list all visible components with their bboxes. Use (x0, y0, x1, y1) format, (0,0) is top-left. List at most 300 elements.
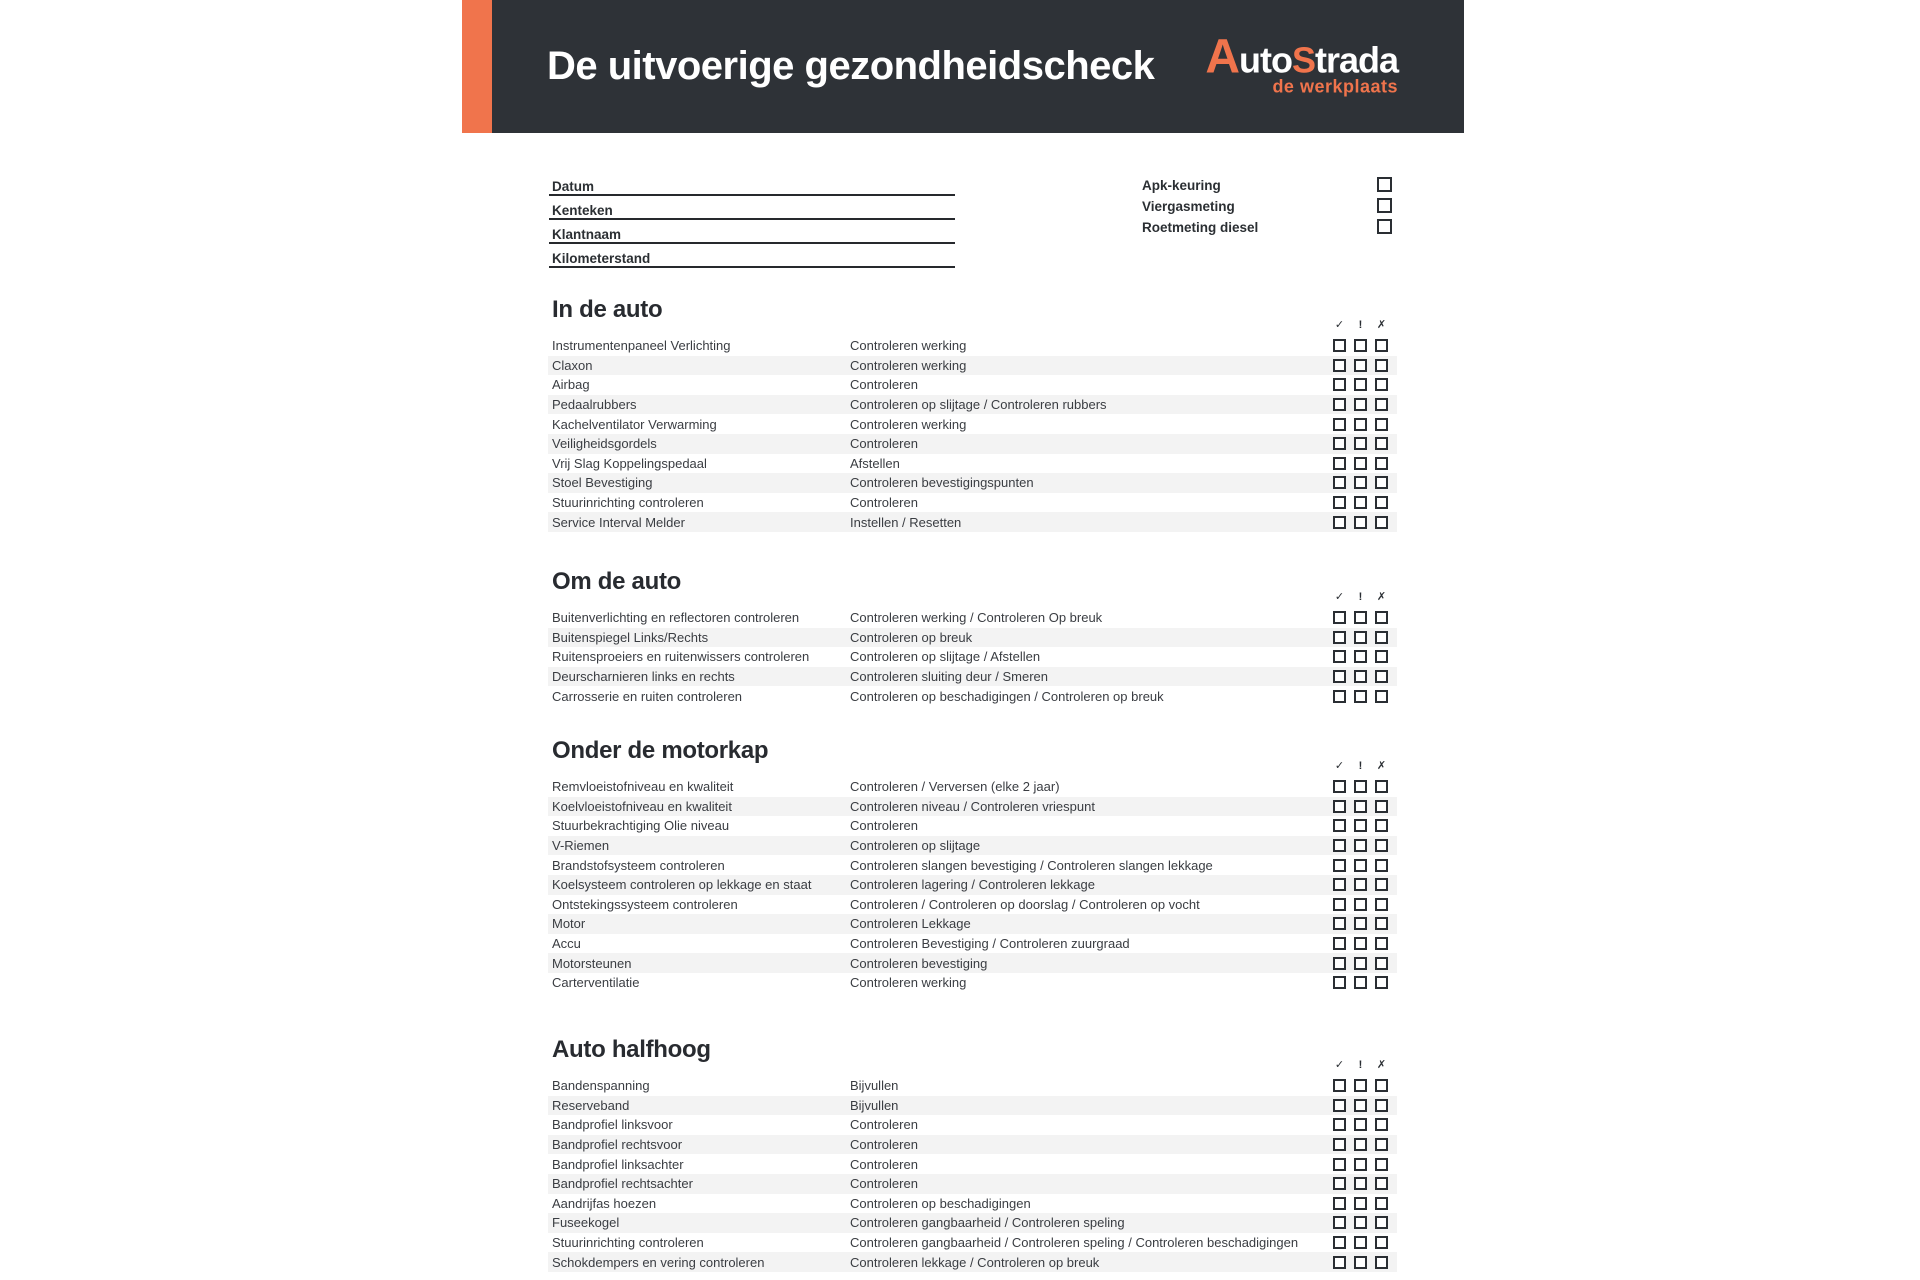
section-title: In de auto (552, 296, 663, 323)
row-action-label: Controleren op beschadigingen (850, 1195, 1031, 1211)
row-action-label: Controleren (850, 818, 918, 834)
legend-cross-icon: ✗ (1376, 590, 1387, 603)
legend-warn-icon: ! (1358, 759, 1363, 772)
row-action-label: Controleren op breuk (850, 629, 973, 645)
checkbox-ok[interactable] (1333, 631, 1346, 644)
checkbox-fail[interactable] (1375, 1236, 1388, 1249)
row-checkboxes (1325, 976, 1388, 989)
checklist-row (548, 914, 1397, 934)
row-item-label: Carrosserie en ruiten controleren (552, 688, 743, 704)
checkbox-ok[interactable] (1333, 917, 1346, 930)
checkbox-warn[interactable] (1354, 898, 1367, 911)
row-checkboxes (1325, 1158, 1388, 1171)
row-action-label: Controleren werking / Controleren Op breuk (850, 610, 1103, 626)
checkbox-fail[interactable] (1375, 917, 1388, 930)
checkbox-ok[interactable] (1333, 1216, 1346, 1229)
row-item-label: Stoel Bevestiging (552, 475, 653, 491)
checkbox-ok[interactable] (1333, 878, 1346, 891)
checkbox-ok[interactable] (1333, 611, 1346, 624)
form-field-label: Datum (552, 179, 595, 194)
checkbox-warn[interactable] (1354, 780, 1367, 793)
row-item-label: Ontstekingssysteem controleren (552, 896, 738, 912)
row-action-label: Controleren Lekkage (850, 916, 971, 932)
row-checkboxes (1325, 1118, 1388, 1131)
checkbox-ok[interactable] (1333, 418, 1346, 431)
checkbox-ok[interactable] (1333, 937, 1346, 950)
row-item-label: Fuseekogel (552, 1215, 620, 1231)
checklist-row (548, 1174, 1397, 1194)
row-checkboxes (1325, 631, 1388, 644)
checkbox-ok[interactable] (1333, 859, 1346, 872)
checkbox-warn[interactable] (1354, 1138, 1367, 1151)
row-action-label: Controleren werking (850, 357, 967, 373)
checkbox-fail[interactable] (1375, 859, 1388, 872)
checklist-row (548, 395, 1397, 415)
checkbox-warn[interactable] (1354, 1197, 1367, 1210)
checkbox-fail[interactable] (1375, 780, 1388, 793)
row-action-label: Controleren op slijtage / Controleren rubbers (850, 397, 1107, 413)
row-item-label: Pedaalrubbers (552, 397, 637, 413)
checkbox-warn[interactable] (1354, 670, 1367, 683)
row-action-label: Controleren gangbaarheid / Controleren speling / Controleren beschadigingen (850, 1235, 1299, 1251)
form-field-write-line[interactable] (549, 218, 955, 220)
form-checkbox[interactable] (1377, 219, 1392, 234)
row-action-label: Controleren op beschadigingen / Controleren op breuk (850, 688, 1164, 704)
checkbox-warn[interactable] (1354, 1079, 1367, 1092)
checkbox-fail[interactable] (1375, 1118, 1388, 1131)
row-checkboxes (1325, 819, 1388, 832)
checkbox-warn[interactable] (1354, 1216, 1367, 1229)
row-action-label: Controleren gangbaarheid / Controleren speling (850, 1215, 1125, 1231)
row-item-label: Deurscharnieren links en rechts (552, 669, 735, 685)
checkbox-warn[interactable] (1354, 1099, 1367, 1112)
row-action-label: Controleren op slijtage (850, 838, 981, 854)
row-checkboxes (1325, 670, 1388, 683)
row-action-label: Controleren bevestiging (850, 955, 988, 971)
checkbox-ok[interactable] (1333, 1177, 1346, 1190)
checkbox-fail[interactable] (1375, 418, 1388, 431)
checkbox-fail[interactable] (1375, 437, 1388, 450)
checkbox-fail[interactable] (1375, 1158, 1388, 1171)
checkbox-ok[interactable] (1333, 1256, 1346, 1269)
checkbox-ok[interactable] (1333, 398, 1346, 411)
row-checkboxes (1325, 839, 1388, 852)
checkbox-warn[interactable] (1354, 1236, 1367, 1249)
checklist-row (548, 1213, 1397, 1233)
checkbox-fail[interactable] (1375, 800, 1388, 813)
checkbox-warn[interactable] (1354, 917, 1367, 930)
row-checkboxes (1325, 937, 1388, 950)
row-item-label: Schokdempers en vering controleren (552, 1254, 765, 1270)
checkbox-warn[interactable] (1354, 878, 1367, 891)
row-item-label: Koelsysteem controleren op lekkage en staat (552, 877, 812, 893)
logo-tagline: de werkplaats (1272, 76, 1398, 97)
checklist-row (548, 356, 1397, 376)
row-item-label: Bandprofiel linksvoor (552, 1117, 673, 1133)
header-band (492, 0, 1464, 133)
section-title: Om de auto (552, 568, 682, 595)
row-item-label: Accu (552, 936, 581, 952)
row-action-label: Controleren / Controleren op doorslag / Controleren op vocht (850, 896, 1200, 912)
brand-logo (1205, 30, 1398, 97)
checklist-row (548, 608, 1397, 628)
header-accent-bar (462, 0, 492, 133)
checkbox-fail[interactable] (1375, 378, 1388, 391)
checkbox-fail[interactable] (1375, 457, 1388, 470)
row-item-label: Instrumentenpaneel Verlichting (552, 338, 731, 354)
checkbox-fail[interactable] (1375, 937, 1388, 950)
legend-cross-icon: ✗ (1376, 759, 1387, 772)
checkbox-ok[interactable] (1333, 800, 1346, 813)
row-checkboxes (1325, 398, 1388, 411)
checkbox-fail[interactable] (1375, 398, 1388, 411)
checklist-row (548, 473, 1397, 493)
logo-text-trada: trada (1314, 39, 1398, 81)
row-checkboxes (1325, 476, 1388, 489)
checkbox-ok[interactable] (1333, 1236, 1346, 1249)
checkbox-warn[interactable] (1354, 957, 1367, 970)
section-title: Auto halfhoog (552, 1036, 711, 1063)
checklist-row (548, 628, 1397, 648)
checkbox-fail[interactable] (1375, 1177, 1388, 1190)
row-item-label: Stuurinrichting controleren (552, 1235, 704, 1251)
row-checkboxes (1325, 359, 1388, 372)
row-action-label: Bijvullen (850, 1078, 899, 1094)
checklist-row (548, 934, 1397, 954)
row-item-label: Buitenverlichting en reflectoren controleren (552, 610, 800, 626)
row-action-label: Controleren Bevestiging / Controleren zuurgraad (850, 936, 1130, 952)
checkbox-warn[interactable] (1354, 1118, 1367, 1131)
legend-cross-icon: ✗ (1376, 318, 1387, 331)
checkbox-warn[interactable] (1354, 1158, 1367, 1171)
checkbox-ok[interactable] (1333, 1099, 1346, 1112)
checkbox-ok[interactable] (1333, 976, 1346, 989)
checkbox-fail[interactable] (1375, 650, 1388, 663)
row-item-label: Remvloeistofniveau en kwaliteit (552, 779, 734, 795)
row-action-label: Controleren (850, 1176, 918, 1192)
checkbox-ok[interactable] (1333, 1197, 1346, 1210)
checkbox-warn[interactable] (1354, 937, 1367, 950)
checkbox-fail[interactable] (1375, 496, 1388, 509)
checklist-row (548, 875, 1397, 895)
checkbox-warn[interactable] (1354, 418, 1367, 431)
checkbox-fail[interactable] (1375, 476, 1388, 489)
header (462, 0, 1464, 133)
section-title: Onder de motorkap (552, 737, 769, 764)
row-action-label: Controleren (850, 495, 918, 511)
checkbox-ok[interactable] (1333, 819, 1346, 832)
checklist-row (548, 816, 1397, 836)
row-checkboxes (1325, 800, 1388, 813)
section-rows (548, 336, 1397, 532)
form-checkbox[interactable] (1377, 198, 1392, 213)
row-item-label: Bandprofiel linksachter (552, 1156, 684, 1172)
row-checkboxes (1325, 1256, 1388, 1269)
checklist-row (548, 953, 1397, 973)
row-checkboxes (1325, 496, 1388, 509)
checkbox-warn[interactable] (1354, 839, 1367, 852)
row-item-label: Bandenspanning (552, 1078, 650, 1094)
row-action-label: Controleren (850, 377, 918, 393)
checkbox-warn[interactable] (1354, 457, 1367, 470)
checklist-row (548, 1233, 1397, 1253)
row-item-label: Stuurinrichting controleren (552, 495, 704, 511)
checkbox-fail[interactable] (1375, 359, 1388, 372)
checklist-row (548, 1135, 1397, 1155)
row-checkboxes (1325, 611, 1388, 624)
row-checkboxes (1325, 690, 1388, 703)
logo-text-uto: uto (1238, 39, 1292, 81)
row-checkboxes (1325, 917, 1388, 930)
row-item-label: Claxon (552, 357, 593, 373)
form-field-label: Kenteken (552, 203, 613, 218)
row-item-label: Veiligheidsgordels (552, 436, 657, 452)
checkbox-ok[interactable] (1333, 780, 1346, 793)
row-action-label: Controleren lagering / Controleren lekkage (850, 877, 1095, 893)
checklist-row (548, 1115, 1397, 1135)
row-action-label: Controleren lekkage / Controleren op breuk (850, 1254, 1100, 1270)
checklist-row (548, 797, 1397, 817)
row-checkboxes (1325, 457, 1388, 470)
checkbox-warn[interactable] (1354, 1256, 1367, 1269)
checkbox-warn[interactable] (1354, 437, 1367, 450)
form-field-write-line[interactable] (549, 242, 955, 244)
form-check-row (1142, 177, 1392, 194)
row-checkboxes (1325, 1099, 1388, 1112)
checkbox-fail[interactable] (1375, 670, 1388, 683)
row-action-label: Controleren werking (850, 338, 967, 354)
checkbox-warn[interactable] (1354, 496, 1367, 509)
checkbox-ok[interactable] (1333, 437, 1346, 450)
checklist-row (548, 973, 1397, 993)
legend-row (548, 589, 1397, 605)
checkbox-warn[interactable] (1354, 976, 1367, 989)
checkbox-warn[interactable] (1354, 800, 1367, 813)
checkbox-ok[interactable] (1333, 1079, 1346, 1092)
row-checkboxes (1325, 437, 1388, 450)
legend-warn-icon: ! (1358, 1058, 1363, 1071)
checkbox-warn[interactable] (1354, 359, 1367, 372)
legend-check-icon: ✓ (1334, 1058, 1345, 1071)
checklist-row (548, 855, 1397, 875)
checkbox-ok[interactable] (1333, 898, 1346, 911)
checklist-row (548, 1076, 1397, 1096)
checklist-row (548, 414, 1397, 434)
checkbox-warn[interactable] (1354, 690, 1367, 703)
row-checkboxes (1325, 1236, 1388, 1249)
checkbox-fail[interactable] (1375, 1216, 1388, 1229)
checklist-row (548, 1252, 1397, 1272)
form-check-label: Roetmeting diesel (1142, 220, 1259, 235)
row-checkboxes (1325, 650, 1388, 663)
checkbox-ok[interactable] (1333, 670, 1346, 683)
checklist-row (548, 777, 1397, 797)
checkbox-warn[interactable] (1354, 611, 1367, 624)
checkbox-warn[interactable] (1354, 516, 1367, 529)
checkbox-fail[interactable] (1375, 1079, 1388, 1092)
row-checkboxes (1325, 1177, 1388, 1190)
row-item-label: Bandprofiel rechtsachter (552, 1176, 693, 1192)
checkbox-warn[interactable] (1354, 819, 1367, 832)
row-checkboxes (1325, 1079, 1388, 1092)
legend-check-icon: ✓ (1334, 318, 1345, 331)
checkbox-ok[interactable] (1333, 1118, 1346, 1131)
checklist-row (548, 667, 1397, 687)
row-item-label: Motor (552, 916, 586, 932)
row-item-label: Brandstofsysteem controleren (552, 857, 725, 873)
checkbox-fail[interactable] (1375, 1099, 1388, 1112)
form-field-label: Kilometerstand (552, 251, 651, 266)
row-item-label: Kachelventilator Verwarming (552, 416, 717, 432)
checkbox-warn[interactable] (1354, 631, 1367, 644)
row-checkboxes (1325, 859, 1388, 872)
row-action-label: Controleren op slijtage / Afstellen (850, 649, 1041, 665)
legend-cross-icon: ✗ (1376, 1058, 1387, 1071)
checkbox-ok[interactable] (1333, 650, 1346, 663)
checkbox-fail[interactable] (1375, 898, 1388, 911)
legend-check-icon: ✓ (1334, 590, 1345, 603)
form-field-kenteken[interactable] (549, 202, 955, 222)
form-field-klantnaam[interactable] (549, 226, 955, 246)
checkbox-fail[interactable] (1375, 839, 1388, 852)
row-checkboxes (1325, 957, 1388, 970)
checkbox-ok[interactable] (1333, 476, 1346, 489)
checkbox-ok[interactable] (1333, 839, 1346, 852)
legend-warn-icon: ! (1358, 590, 1363, 603)
checklist-row (548, 454, 1397, 474)
checkbox-fail[interactable] (1375, 957, 1388, 970)
logo-letter-a: A (1205, 30, 1239, 84)
row-action-label: Controleren bevestigingspunten (850, 475, 1034, 491)
checkbox-warn[interactable] (1354, 650, 1367, 663)
page-title: De uitvoerige gezondheidscheck (547, 44, 1155, 88)
checkbox-ok[interactable] (1333, 1158, 1346, 1171)
checkbox-warn[interactable] (1354, 378, 1367, 391)
checkbox-warn[interactable] (1354, 859, 1367, 872)
row-action-label: Controleren werking (850, 975, 967, 991)
row-item-label: Bandprofiel rechtsvoor (552, 1137, 683, 1153)
form-checkbox[interactable] (1377, 177, 1392, 192)
row-checkboxes (1325, 339, 1388, 352)
checkbox-ok[interactable] (1333, 690, 1346, 703)
checkbox-ok[interactable] (1333, 359, 1346, 372)
checkbox-ok[interactable] (1333, 339, 1346, 352)
checkbox-fail[interactable] (1375, 690, 1388, 703)
row-action-label: Controleren (850, 1117, 918, 1133)
checkbox-ok[interactable] (1333, 457, 1346, 470)
row-item-label: Reserveband (552, 1097, 630, 1113)
checklist-row (548, 836, 1397, 856)
checkbox-fail[interactable] (1375, 339, 1388, 352)
checkbox-ok[interactable] (1333, 1138, 1346, 1151)
form-field-kilometerstand[interactable] (549, 250, 955, 270)
checkbox-warn[interactable] (1354, 476, 1367, 489)
checkbox-fail[interactable] (1375, 611, 1388, 624)
row-checkboxes (1325, 1197, 1388, 1210)
checkbox-ok[interactable] (1333, 516, 1346, 529)
row-item-label: Buitenspiegel Links/Rechts (552, 629, 709, 645)
checklist-row (548, 647, 1397, 667)
row-action-label: Controleren / Verversen (elke 2 jaar) (850, 779, 1060, 795)
form-check-label: Viergasmeting (1142, 199, 1235, 214)
row-checkboxes (1325, 1216, 1388, 1229)
row-checkboxes (1325, 516, 1388, 529)
checklist-row (548, 434, 1397, 454)
row-item-label: Airbag (552, 377, 590, 393)
checkbox-fail[interactable] (1375, 819, 1388, 832)
form-field-datum[interactable] (549, 178, 955, 198)
checkbox-ok[interactable] (1333, 496, 1346, 509)
form-check-row (1142, 219, 1392, 236)
row-checkboxes (1325, 378, 1388, 391)
legend-row (548, 758, 1397, 774)
checkbox-fail[interactable] (1375, 1256, 1388, 1269)
row-action-label: Controleren werking (850, 416, 967, 432)
row-action-label: Controleren niveau / Controleren vriespunt (850, 798, 1095, 814)
legend-warn-icon: ! (1358, 318, 1363, 331)
form-field-write-line[interactable] (549, 194, 955, 196)
brand-logo-wordmark (1205, 30, 1398, 84)
row-item-label: Koelvloeistofniveau en kwaliteit (552, 798, 732, 814)
section-rows (548, 777, 1397, 993)
form-field-write-line[interactable] (549, 266, 955, 268)
checkbox-warn[interactable] (1354, 1177, 1367, 1190)
row-checkboxes (1325, 898, 1388, 911)
row-action-label: Controleren slangen bevestiging / Controleren slangen lekkage (850, 857, 1213, 873)
row-item-label: Vrij Slag Koppelingspedaal (552, 455, 707, 471)
section-rows (548, 1076, 1397, 1272)
row-action-label: Afstellen (850, 455, 900, 471)
checklist-row (548, 1096, 1397, 1116)
checklist-row (548, 895, 1397, 915)
row-action-label: Controleren (850, 1156, 918, 1172)
row-item-label: Aandrijfas hoezen (552, 1195, 657, 1211)
checklist-row (548, 1154, 1397, 1174)
row-item-label: Service Interval Melder (552, 514, 685, 530)
checkbox-warn[interactable] (1354, 339, 1367, 352)
row-action-label: Bijvullen (850, 1097, 899, 1113)
checkbox-ok[interactable] (1333, 957, 1346, 970)
row-checkboxes (1325, 780, 1388, 793)
row-item-label: Motorsteunen (552, 955, 632, 971)
checkbox-ok[interactable] (1333, 378, 1346, 391)
row-action-label: Instellen / Resetten (850, 514, 962, 530)
checklist-row (548, 686, 1397, 706)
checkbox-fail[interactable] (1375, 516, 1388, 529)
checkbox-fail[interactable] (1375, 976, 1388, 989)
row-action-label: Controleren (850, 436, 918, 452)
row-checkboxes (1325, 418, 1388, 431)
checkbox-fail[interactable] (1375, 1197, 1388, 1210)
legend-check-icon: ✓ (1334, 759, 1345, 772)
row-action-label: Controleren sluiting deur / Smeren (850, 669, 1048, 685)
checkbox-fail[interactable] (1375, 1138, 1388, 1151)
section-rows (548, 608, 1397, 706)
checkbox-warn[interactable] (1354, 398, 1367, 411)
row-checkboxes (1325, 1138, 1388, 1151)
checklist-row (548, 375, 1397, 395)
legend-row (548, 1057, 1397, 1073)
checklist-row (548, 512, 1397, 532)
form-field-label: Klantnaam (552, 227, 622, 242)
form-check-label: Apk-keuring (1142, 178, 1221, 193)
row-item-label: Stuurbekrachtiging Olie niveau (552, 818, 730, 834)
row-item-label: Ruitensproeiers en ruitenwissers controleren (552, 649, 810, 665)
checkbox-fail[interactable] (1375, 878, 1388, 891)
checklist-row (548, 336, 1397, 356)
legend-row (548, 317, 1397, 333)
checkbox-fail[interactable] (1375, 631, 1388, 644)
